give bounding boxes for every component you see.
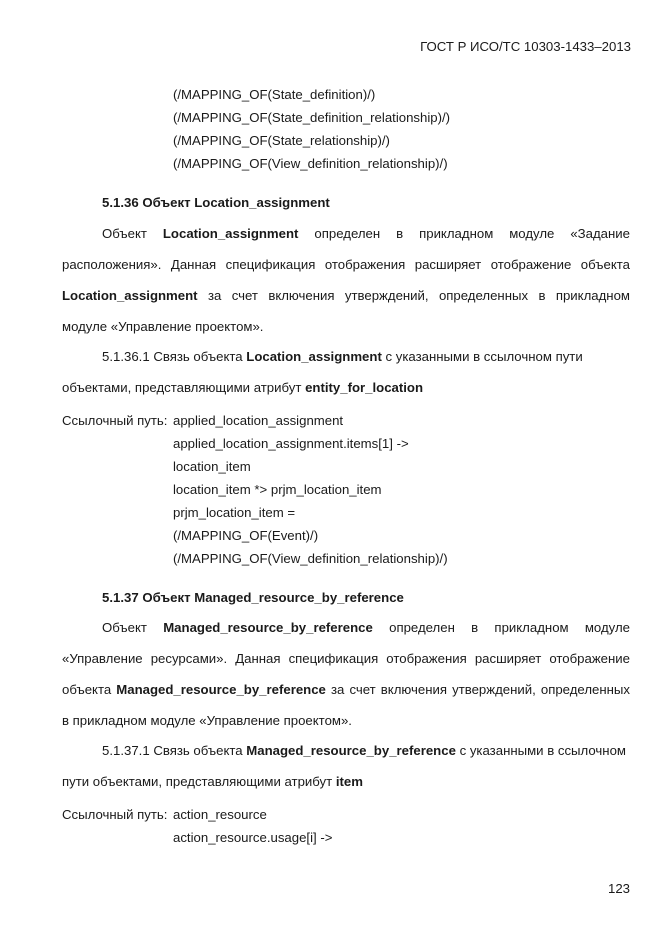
word: спецификация [225, 257, 316, 272]
reference-path-line: action_resource.usage[i] -> [173, 830, 333, 845]
section-heading: 5.1.36 Объект Location_assignment [102, 195, 330, 210]
text: объектами, представляющими атрибут [62, 380, 306, 395]
paragraph-line [62, 650, 630, 668]
word: объекта [580, 257, 630, 272]
subsection-line [62, 379, 423, 397]
word: утверждений, [452, 682, 536, 697]
text: 5.1.37.1 Связь объекта [102, 743, 247, 758]
section-heading: 5.1.37 Объект Managed_resource_by_reference [102, 590, 404, 605]
reference-path-label: Ссылочный путь: [62, 413, 168, 428]
paragraph-line [62, 225, 630, 243]
text: с указанными в ссылочном пути [381, 349, 583, 364]
word: счет [349, 682, 376, 697]
subsection-line [62, 773, 363, 791]
entity-name: Location_assignment [162, 226, 299, 241]
word: прикладном [494, 620, 569, 635]
word: отображение [490, 257, 572, 272]
paragraph-line: модуле «Управление проектом». [62, 319, 264, 334]
attribute-name: item [335, 774, 363, 789]
word: модуле [584, 620, 630, 635]
subsection-line [102, 742, 626, 760]
paragraph-line [62, 681, 630, 699]
reference-path-line: (/MAPPING_OF(View_definition_relationship)/) [173, 551, 448, 566]
mapping-line: (/MAPPING_OF(State_definition)/) [173, 87, 376, 102]
entity-name: Managed_resource_by_reference [163, 620, 373, 635]
text: 5.1.36.1 Связь объекта [102, 349, 247, 364]
word: расширяет [414, 257, 482, 272]
mapping-line: (/MAPPING_OF(State_relationship)/) [173, 133, 390, 148]
document-code-header: ГОСТ Р ИСО/ТС 10303-1433–2013 [420, 39, 631, 54]
text: пути объектами, представляющими атрибут [62, 774, 336, 789]
word: отображения [324, 257, 406, 272]
entity-name: Location_assignment [62, 288, 198, 303]
word: включения [380, 682, 448, 697]
word: Данная [235, 651, 281, 666]
word: определен [314, 226, 381, 241]
entity-name: Managed_resource_by_reference [246, 743, 456, 758]
word: объекта [62, 682, 112, 697]
paragraph-line [62, 287, 630, 305]
word: расположения». [62, 257, 162, 272]
mapping-line: (/MAPPING_OF(State_definition_relationship)/) [173, 110, 451, 125]
word: «Управление [62, 651, 143, 666]
word: отображение [549, 651, 630, 666]
reference-path-line: location_item [173, 459, 251, 474]
word: в [538, 288, 546, 303]
word: за [207, 288, 222, 303]
word: счет [231, 288, 258, 303]
word: Данная [170, 257, 217, 272]
word: Объект [102, 620, 147, 635]
entity-name: Location_assignment [246, 349, 382, 364]
word: модуле [509, 226, 555, 241]
word: расширяет [474, 651, 542, 666]
word: определен [389, 620, 455, 635]
word: прикладном [419, 226, 494, 241]
entity-name: Managed_resource_by_reference [116, 682, 326, 697]
attribute-name: entity_for_location [305, 380, 424, 395]
reference-path-line: (/MAPPING_OF(Event)/) [173, 528, 319, 543]
paragraph-line [62, 256, 630, 274]
word: Объект [102, 226, 147, 241]
page-number: 123 [607, 881, 630, 896]
reference-path-line: action_resource [173, 807, 267, 822]
word: в [471, 620, 479, 635]
word: прикладном [555, 288, 630, 303]
text: с указанными в ссылочном [455, 743, 626, 758]
reference-path-label: Ссылочный путь: [62, 807, 168, 822]
word: определенных [540, 682, 630, 697]
word: ресурсами». [150, 651, 228, 666]
word: спецификация [288, 651, 379, 666]
mapping-line: (/MAPPING_OF(View_definition_relationship)/) [173, 156, 448, 171]
word: в [396, 226, 404, 241]
paragraph-line [62, 619, 630, 637]
subsection-line [102, 348, 583, 366]
paragraph-line: в прикладном модуле «Управление проектом». [62, 713, 352, 728]
reference-path-line: applied_location_assignment [173, 413, 344, 428]
word: утверждений, [344, 288, 429, 303]
word: «Задание [570, 226, 630, 241]
reference-path-line: prjm_location_item = [173, 505, 296, 520]
reference-path-line: location_item *> prjm_location_item [173, 482, 382, 497]
word: определенных [438, 288, 529, 303]
word: включения [268, 288, 335, 303]
word: за [330, 682, 345, 697]
reference-path-line: applied_location_assignment.items[1] -> [173, 436, 409, 451]
word: отображения [386, 651, 467, 666]
